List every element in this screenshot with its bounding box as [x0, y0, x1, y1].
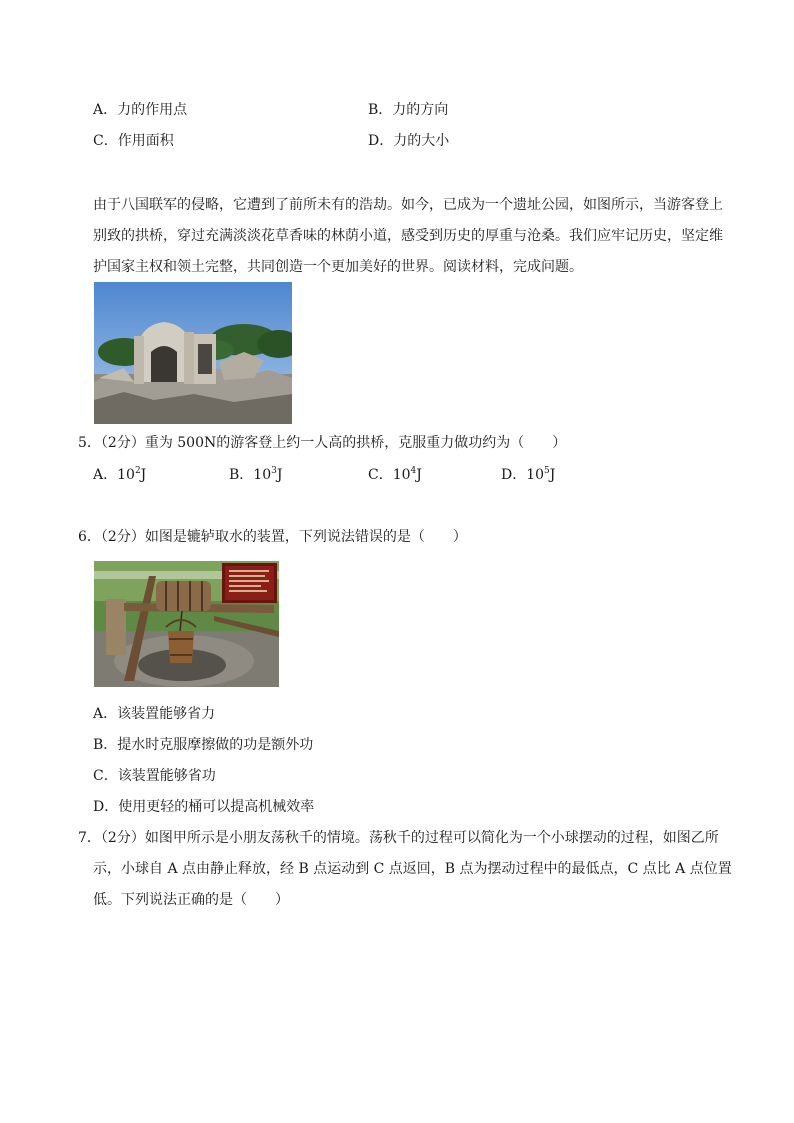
passage-line-2: 别致的拱桥，穿过充满淡淡花草香味的林荫小道，感受到历史的厚重与沧桑。我们应牢记历史，坚定维	[93, 228, 723, 244]
q6-option-a: A．该装置能够省力	[93, 706, 216, 722]
passage-line-1: 由于八国联军的侵略，它遭到了前所未有的浩劫。如今，已成为一个遗址公园，如图所示，当游客登上	[93, 197, 723, 213]
q6-option-b: B．提水时克服摩擦做的功是额外功	[93, 737, 314, 753]
q5-option-c: C．$10^4J$	[368, 466, 422, 483]
q6-stem: 6．（2分）如图是辘轳取水的装置，下列说法错误的是（ ）	[78, 529, 467, 545]
q5-option-a: A．$10^2J$	[93, 466, 147, 483]
q6-option-c: C．该装置能够省功	[93, 768, 216, 784]
passage-line-3: 护国家主权和领土完整，共同创造一个更加美好的世界。阅读材料，完成问题。	[93, 259, 583, 275]
q4-option-b: B．力的方向	[368, 102, 449, 118]
q4-option-d: D．力的大小	[368, 133, 450, 149]
windlass-photo	[94, 561, 279, 687]
q5-option-b: B．$10^3J$	[229, 466, 283, 483]
q5-option-d: D．$10^5J$	[501, 466, 556, 483]
ruins-photo-graphic	[94, 282, 292, 424]
q5-stem: 5．（2分）重为 500N的游客登上约一人高的拱桥，克服重力做功约为（ ）	[78, 435, 567, 451]
q4-option-c: C．作用面积	[93, 133, 174, 149]
windlass-photo-graphic	[94, 561, 279, 687]
q7-stem-line-2: 示，小球自 A 点由静止释放，经 B 点运动到 C 点返回，B 点为摆动过程中的最低点，C 点比 A 点位置	[93, 861, 732, 877]
q6-option-d: D．使用更轻的桶可以提高机械效率	[93, 799, 315, 815]
q7-stem-line-3: 低。下列说法正确的是（ ）	[93, 892, 289, 908]
ruins-photo	[94, 282, 292, 424]
q4-option-a: A．力的作用点	[93, 102, 188, 118]
q7-stem-line-1: 7．（2分）如图甲所示是小朋友荡秋千的情境。荡秋千的过程可以简化为一个小球摆动的过程，如图乙所	[78, 830, 719, 846]
